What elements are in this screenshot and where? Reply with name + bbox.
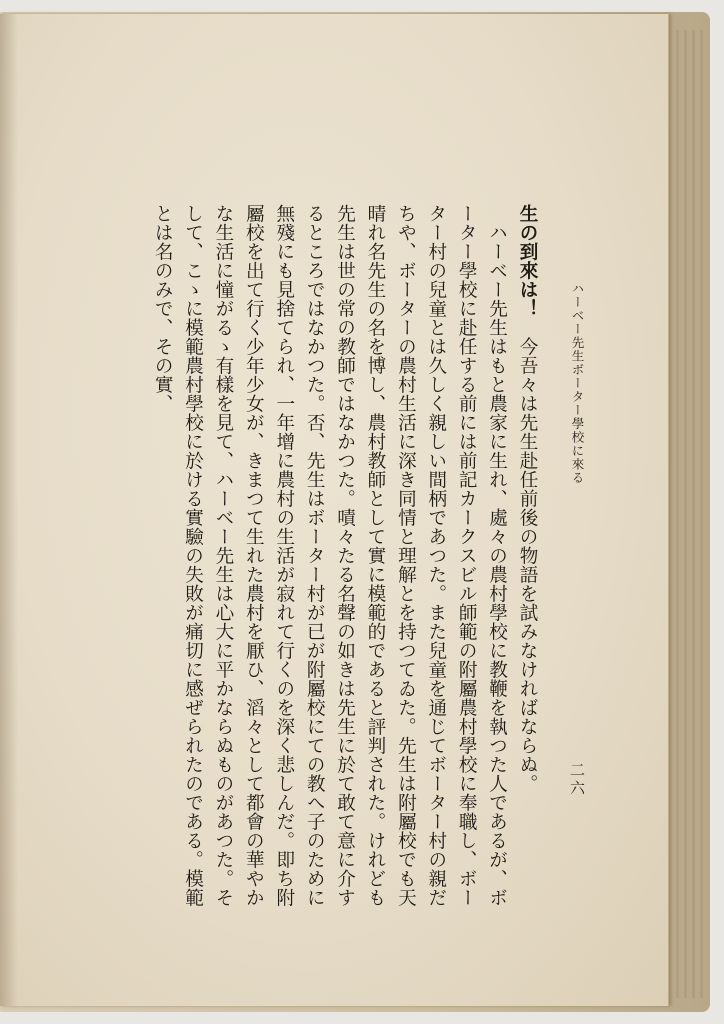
book-page — [0, 14, 669, 1006]
page-edge — [700, 30, 703, 998]
paragraph: ハーベー先生はもと農家に生れ、處々の農村學校に教鞭を執つた人であるが、ボーター學校に赴任する前には前記カークスビル師範の附屬農村學校に奉職し、ボーター村の兒童とは久しく親しい間柄であつた。また兒童を通じてボーター村の親だちや、ボーターの農村生活に深き同情と理解とを持つてゐた。先生は附屬校でも天晴れ名先生の名を博し、農村教師として實に模範的であると評判された。けれども先生は世の常の教師ではなかつた。嘖々たる名聲の如きは先生に於て敢て意に介するところではなかつた。否、先生はボーター村が已が附屬校にての教へ子のために無殘にも見捨てられ、一年增に農村の生活が寂れて行くのを深く悲しんだ。即ち附屬校を出て行く少年少女が、きまつて生れた農村を厭ひ、滔々として都會の華やかな生活に憧がるゝ有樣を見て、ハーベー先生は心大に平かならぬものがあつた。そして、こゝに模範農村學校に於ける實驗の失敗が痛切に感ぜられたのである。模範とは名のみで、その實、 — [152, 204, 508, 907]
paragraph — [512, 204, 542, 924]
page-edge — [684, 30, 687, 998]
body-text — [96, 204, 542, 924]
page-number: 二六 — [568, 762, 586, 798]
page-edge — [676, 30, 679, 998]
running-head: ハーベー先生ボーター學校に來る — [570, 282, 585, 485]
page-edge — [692, 30, 695, 998]
spine-shadow — [0, 14, 18, 1006]
paragraph-text: 今吾々は先生赴任前後の物語を試みなければならぬ。 — [517, 318, 538, 793]
paragraph-lead: 生の到來は！ — [517, 204, 538, 318]
